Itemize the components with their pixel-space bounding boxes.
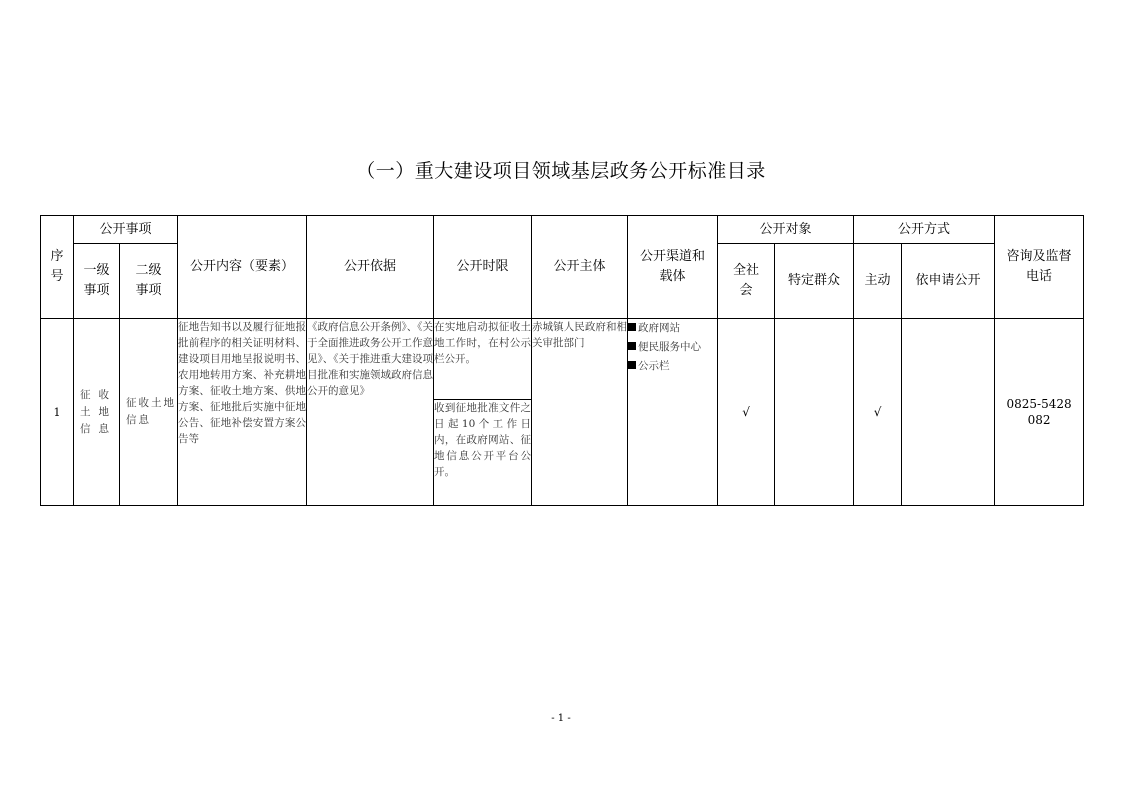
header-time-limit: 公开时限 <box>434 216 532 319</box>
row-seq: 1 <box>41 319 74 506</box>
header-basis: 公开依据 <box>307 216 434 319</box>
page-title: （一）重大建设项目领域基层政务公开标准目录 <box>356 160 766 182</box>
row-channels <box>628 319 718 506</box>
channel-item: 政府网站 <box>628 319 717 338</box>
header-seq: 序号 <box>41 216 74 319</box>
row-time-limit-2: 收到征地批准文件之日起10个工作日内，在政府网站、征地信息公开平台公开。 <box>434 400 532 506</box>
row-time-limit-1: 在实地启动拟征收土地工作时，在村公示栏公开。 <box>434 319 532 400</box>
row-level2: 征收土地信息 <box>126 397 176 426</box>
header-content: 公开内容（要素） <box>178 216 307 319</box>
row-content: 征地告知书以及履行征地报批前程序的相关证明材料、建设项目用地呈报说明书、农用地转用方案、补充耕地方案、征收土地方案、供地方案、征地批后实施中征地公告、征地补偿安置方案公告等 <box>178 319 307 506</box>
header-channel: 公开渠道和载体 <box>628 216 718 319</box>
row-level1-cell <box>74 319 120 506</box>
square-bullet-icon <box>628 361 636 369</box>
row-whole-society: √ <box>718 319 775 506</box>
header-items: 公开事项 <box>74 216 178 244</box>
header-whole-society: 全社会 <box>718 244 775 319</box>
header-on-request: 依申请公开 <box>902 244 995 319</box>
header-level2: 二级事项 <box>120 244 178 319</box>
header-specific-group: 特定群众 <box>775 244 854 319</box>
row-contact: 0825-5428082 <box>995 319 1084 506</box>
header-level1: 一级事项 <box>74 244 120 319</box>
channel-item: 公示栏 <box>628 357 717 376</box>
header-audience: 公开对象 <box>718 216 854 244</box>
table-row <box>41 319 1084 400</box>
row-on-request <box>902 319 995 506</box>
page-number: - 1 - <box>551 713 571 724</box>
row-subject: 赤城镇人民政府和相关审批部门 <box>532 319 628 506</box>
channel-item: 便民服务中心 <box>628 338 717 357</box>
row-level2-cell <box>120 319 178 506</box>
square-bullet-icon <box>628 342 636 350</box>
header-method: 公开方式 <box>854 216 995 244</box>
row-specific-group <box>775 319 854 506</box>
header-subject: 公开主体 <box>532 216 628 319</box>
square-bullet-icon <box>628 323 636 331</box>
header-active: 主动 <box>854 244 902 319</box>
row-basis: 《政府信息公开条例》、《关于全面推进政务公开工作意见》、《关于推进重大建设项目批准和实施领域政府信息公开的意见》 <box>307 319 434 506</box>
standard-catalog-table <box>40 215 1084 506</box>
row-level1: 征收土地信息 <box>80 388 117 435</box>
header-contact: 咨询及监督电话 <box>995 216 1084 319</box>
row-active: √ <box>854 319 902 506</box>
